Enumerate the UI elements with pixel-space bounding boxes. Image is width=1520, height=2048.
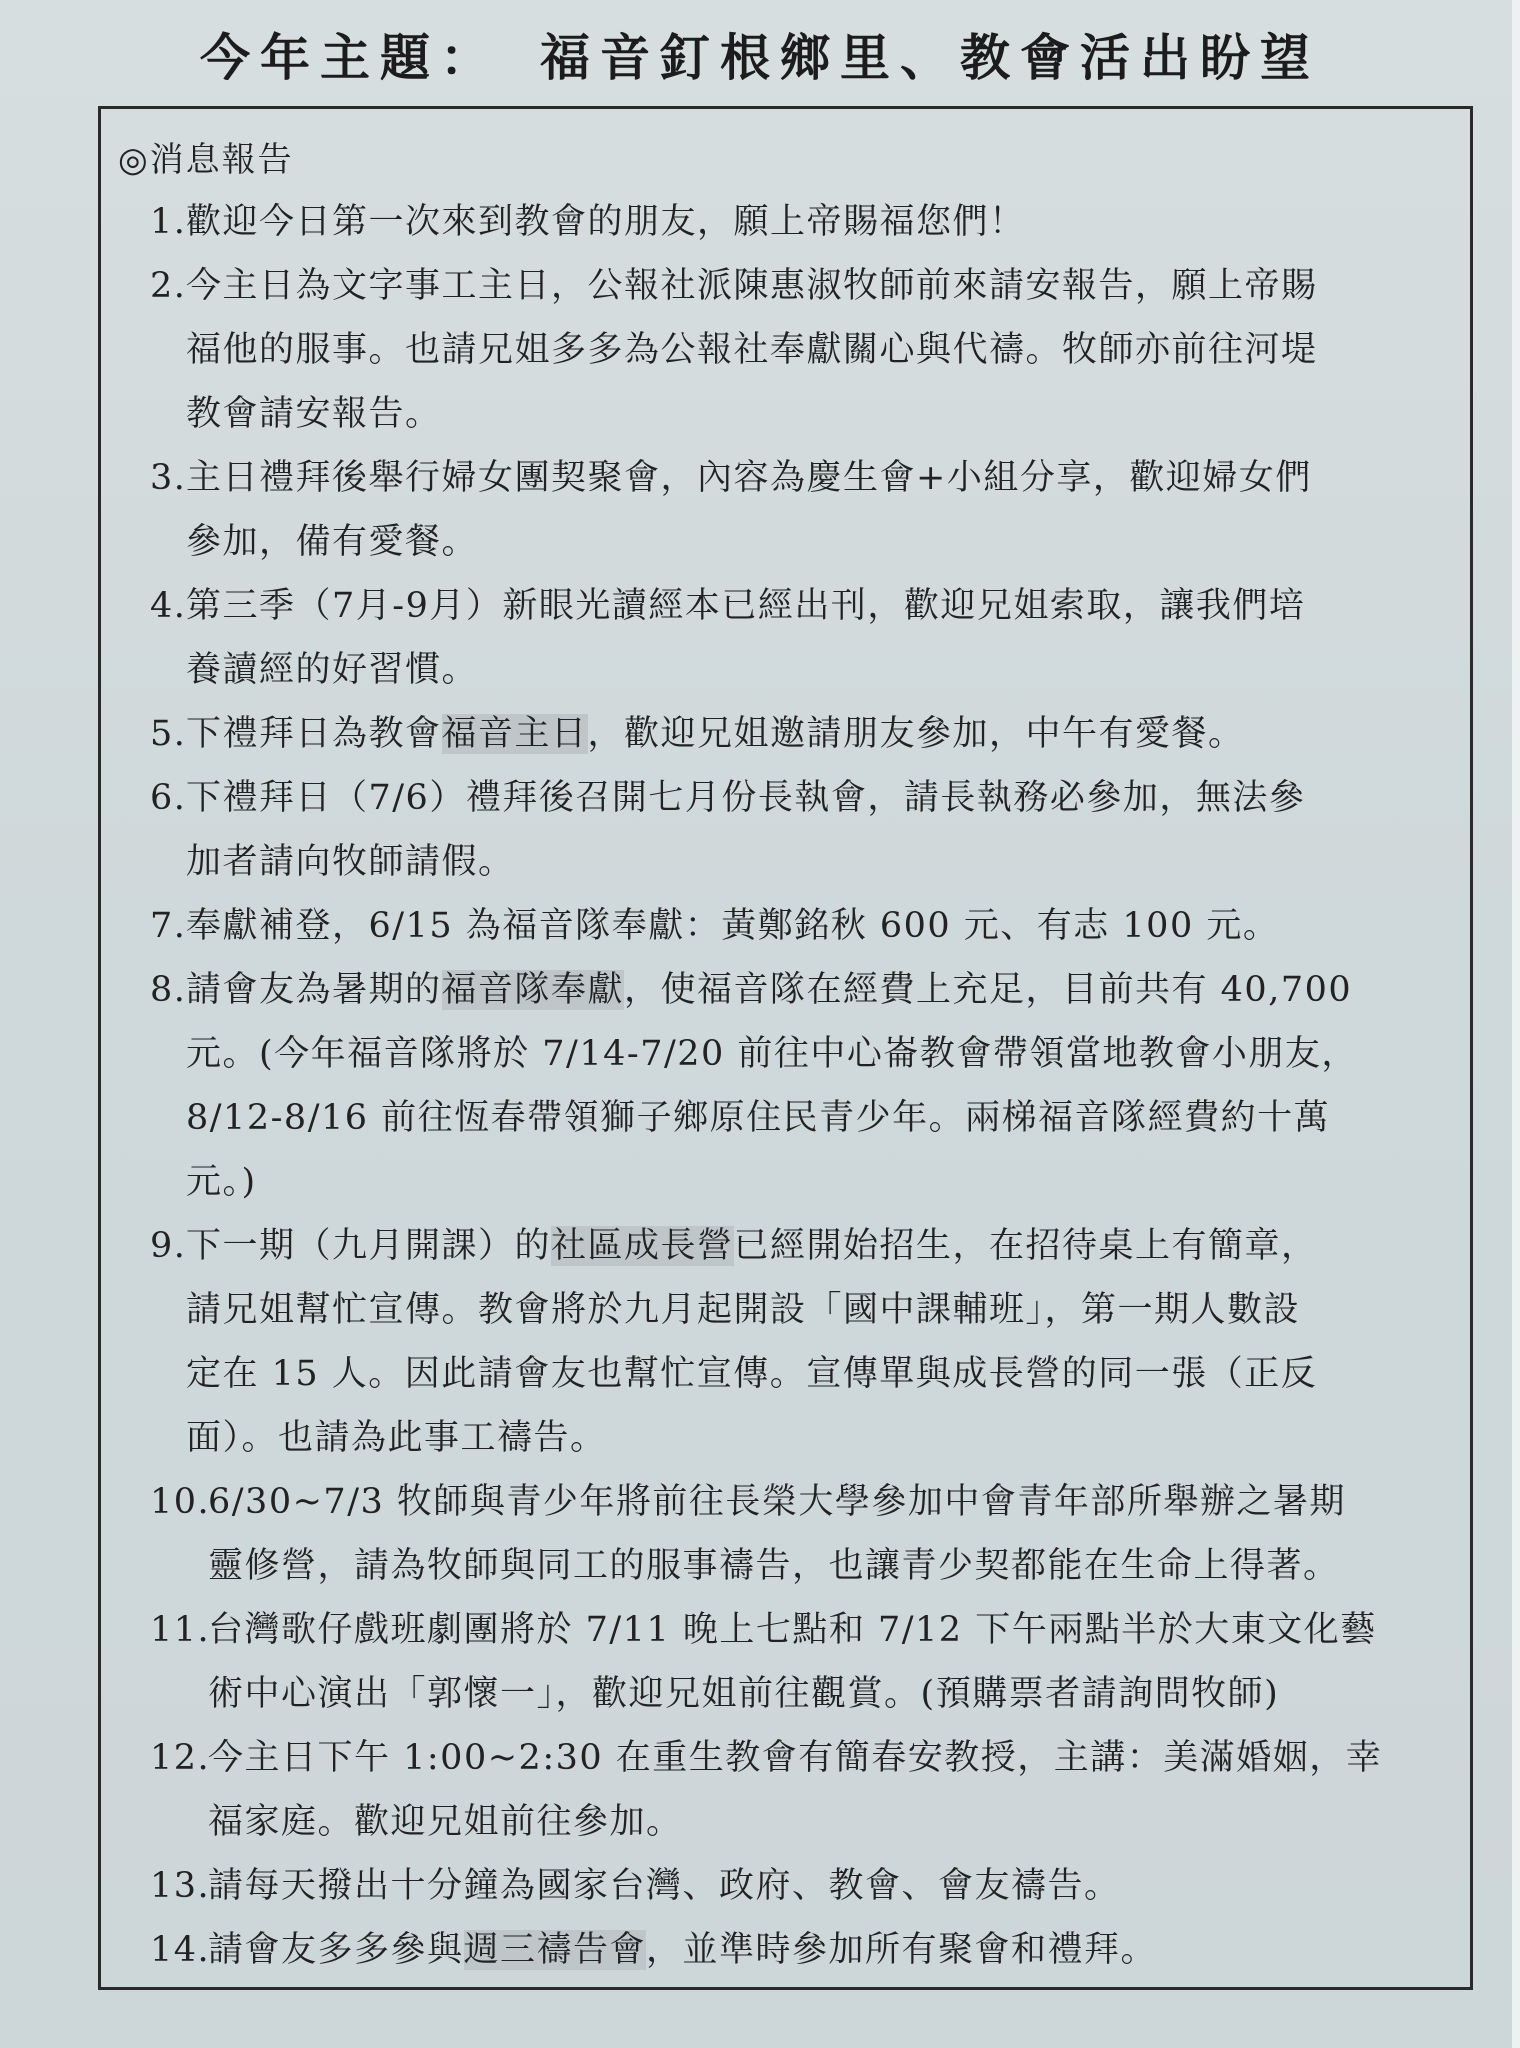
page-edge bbox=[1512, 0, 1520, 2048]
highlight: 社區成長營 bbox=[551, 1226, 734, 1266]
item-number: 6. bbox=[150, 778, 187, 818]
item-line: 靈修營，請為牧師與同工的服事禱告，也讓青少契都能在生命上得著。 bbox=[208, 1546, 1340, 1586]
item-line: 請會友為暑期的福音隊奉獻，使福音隊在經費上充足，目前共有 40,700 bbox=[186, 970, 1353, 1010]
item-line: 下禮拜日（7/6）禮拜後召開七月份長執會，請長執務必參加，無法參 bbox=[186, 778, 1306, 818]
item-line: 歡迎今日第一次來到教會的朋友，願上帝賜福您們！ bbox=[186, 202, 1026, 242]
item-number: 10. bbox=[150, 1482, 211, 1522]
item-line: 福家庭。歡迎兄姐前往參加。 bbox=[208, 1802, 683, 1842]
item-line: 請兄姐幫忙宣傳。教會將於九月起開設「國中課輔班」，第一期人數設 bbox=[186, 1290, 1301, 1330]
item-line: 請會友多多參與週三禱告會，並準時參加所有聚會和禮拜。 bbox=[208, 1930, 1158, 1970]
item-line: 面）。也請為此事工禱告。 bbox=[186, 1418, 607, 1458]
item-line: 台灣歌仔戲班劇團將於 7/11 晚上七點和 7/12 下午兩點半於大東文化藝 bbox=[208, 1610, 1377, 1650]
item-line: 主日禮拜後舉行婦女團契聚會，內容為慶生會+小組分享，歡迎婦女們 bbox=[186, 458, 1312, 498]
item-line: 6/30~7/3 牧師與青少年將前往長榮大學參加中會青年部所舉辦之暑期 bbox=[208, 1482, 1346, 1522]
item-line: 元。) bbox=[186, 1162, 257, 1202]
item-number: 11. bbox=[150, 1610, 211, 1650]
item-number: 13. bbox=[150, 1866, 211, 1906]
item-line: 術中心演出「郭懷一」，歡迎兄姐前往觀賞。(預購票者請詢問牧師) bbox=[208, 1674, 1280, 1714]
item-line: 第三季（7月-9月）新眼光讀經本已經出刊，歡迎兄姐索取，讓我們培 bbox=[186, 586, 1306, 626]
item-line: 福他的服事。也請兄姐多多為公報社奉獻關心與代禱。牧師亦前往河堤 bbox=[186, 330, 1318, 370]
item-line: 請每天撥出十分鐘為國家台灣、政府、教會、會友禱告。 bbox=[208, 1866, 1121, 1906]
item-line: 加者請向牧師請假。 bbox=[186, 842, 515, 882]
item-number: 7. bbox=[150, 906, 187, 946]
item-line: 下禮拜日為教會福音主日，歡迎兄姐邀請朋友參加，中午有愛餐。 bbox=[186, 714, 1245, 754]
page-title bbox=[0, 18, 1520, 90]
highlight: 週三禱告會 bbox=[463, 1930, 647, 1970]
item-line: 教會請安報告。 bbox=[186, 394, 442, 434]
item-number: 3. bbox=[150, 458, 187, 498]
item-line: 元。(今年福音隊將於 7/14-7/20 前往中心崙教會帶領當地教會小朋友， bbox=[186, 1034, 1358, 1074]
item-number: 2. bbox=[150, 266, 187, 306]
highlight: 福音隊奉獻 bbox=[441, 970, 625, 1010]
highlight: 福音主日 bbox=[441, 714, 588, 754]
item-line: 參加，備有愛餐。 bbox=[186, 522, 479, 562]
item-line: 養讀經的好習慣。 bbox=[186, 650, 479, 690]
item-number: 5. bbox=[150, 714, 187, 754]
theme-text: 福音釘根鄉里、教會活出盼望 bbox=[540, 28, 1320, 87]
item-number: 9. bbox=[150, 1226, 187, 1266]
item-line: 今主日為文字事工主日，公報社派陳惠淑牧師前來請安報告，願上帝賜 bbox=[186, 266, 1318, 306]
item-line: 下一期（九月開課）的社區成長營已經開始招生，在招待桌上有簡章， bbox=[186, 1226, 1318, 1266]
item-number: 4. bbox=[150, 586, 187, 626]
theme-separator: ： bbox=[440, 28, 500, 87]
theme-label: 今年主題 bbox=[200, 28, 440, 87]
item-line: 定在 15 人。因此請會友也幫忙宣傳。宣傳單與成長營的同一張（正反 bbox=[186, 1354, 1318, 1394]
item-line: 奉獻補登，6/15 為福音隊奉獻：黃鄭銘秋 600 元、有志 100 元。 bbox=[186, 906, 1280, 946]
item-line: 8/12-8/16 前往恆春帶領獅子鄉原住民青少年。兩梯福音隊經費約十萬 bbox=[186, 1098, 1331, 1138]
item-number: 1. bbox=[150, 202, 187, 242]
item-number: 12. bbox=[150, 1738, 211, 1778]
item-line: 今主日下午 1:00~2:30 在重生教會有簡春安教授，主講：美滿婚姻，幸 bbox=[208, 1738, 1383, 1778]
section-heading: ◎消息報告 bbox=[118, 140, 294, 180]
item-number: 14. bbox=[150, 1930, 211, 1970]
item-number: 8. bbox=[150, 970, 187, 1010]
